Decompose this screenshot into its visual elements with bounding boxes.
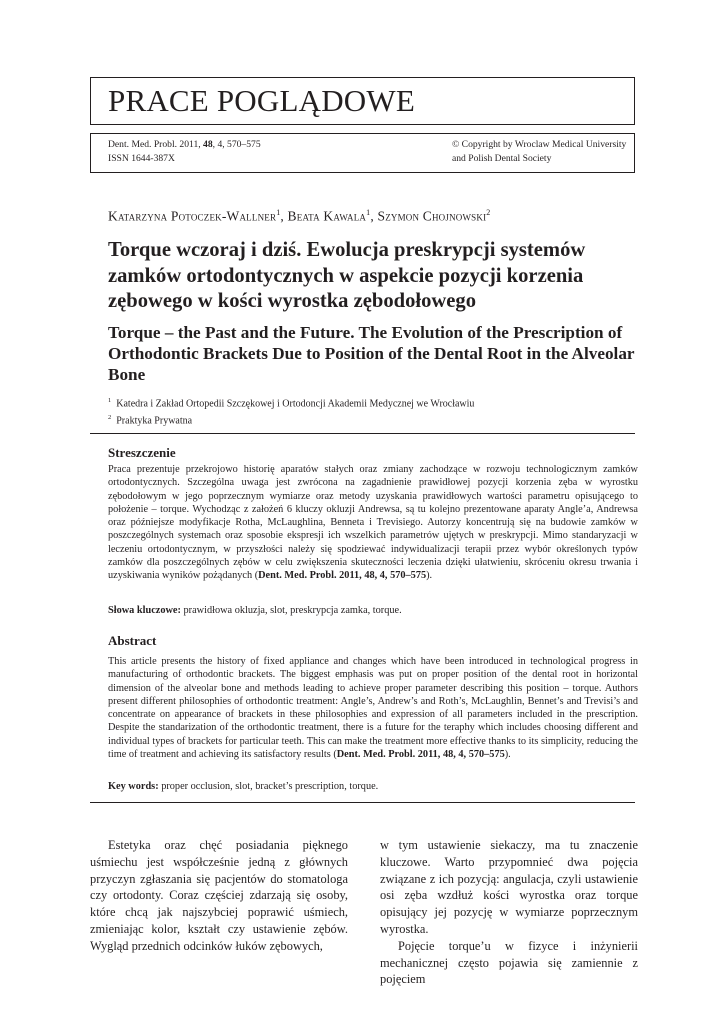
affiliation-sup: 1 xyxy=(108,397,112,404)
author-affil-sup: 1 xyxy=(276,208,281,217)
keywords-text: proper occlusion, slot, bracket’s prescription, torque. xyxy=(158,781,379,792)
citation-suffix: , 4, 570–575 xyxy=(212,139,261,150)
abstract-top-rule xyxy=(90,433,635,434)
copyright-info xyxy=(452,138,626,166)
keywords-label: Słowa kluczowe: xyxy=(108,605,181,616)
abstract-body xyxy=(108,655,638,761)
author-name: Szymon Chojnowski xyxy=(377,208,487,224)
author-list: Katarzyna Potoczek-Wallner$^1$, Beata Kawala$^1$, Szymon Chojnowski$^2$ xyxy=(108,208,491,224)
streszczenie-text-end: ). xyxy=(426,570,433,582)
affiliations xyxy=(108,394,474,428)
abstract-text: This article presents the history of fixed appliance and changes which have been introduced in technological progress in manufacturing of orthodontic brackets. The biggest emphasis was put on proper position of the dental root in horizontal dimension of the alveolar bone and methods leading to achieve proper parameter describing this position – torque. Authors present different philosophies of orthodontic treatment: Angle’s, Andrew’s and Roth’s, McLaughlin, Bennet’s and Trevisi’s and concentrate on appearance of brackets in these philosophies and expression of all parameters included in the prescription. Despite the standarization of the orthodontic treatment, there is a future for the teraphy which includes choosing different and individual types of brackets for particular teeth. This can make the treatment more effective thanks to its simplicity, reducing the time of treatment and achieving its satisfactory results ( xyxy=(108,656,638,761)
keywords-text: prawidłowa okluzja, slot, preskrypcja zamka, torque. xyxy=(180,605,402,616)
author-affil-sup: 1 xyxy=(366,208,371,217)
title-polish: Torque wczoraj i dziś. Ewolucja preskrypcji systemów zamków ortodontycznych w aspekcie pozycji korzenia zębowego w kości wyrostka zębodołowego xyxy=(108,239,586,312)
affiliation-sup: 2 xyxy=(108,413,112,421)
citation-volume: 48 xyxy=(203,139,213,150)
streszczenie-text: Praca prezentuje przekrojowo historię aparatów stałych oraz zmiany zachodzące w rozwoju technologicznym zamków ortodontycznych. Szczególna uwaga jest zwrócona na zagadnienie prawidłowej pozycji korzenia zęba w wyrostku zębodołowym w jego poprzecznym wymiarze oraz metody uzyskania prawidłowych wartości parametru opisującego to położenie – torque. Wychodząc z założeń 6 kluczy okluzji Andrewsa, są tu kolejno prezentowane aparaty Angle’a, Andrewsa oraz późniejsze modyfikacje Rotha, McLaughlina, Benneta i Trevisiego. Autorzy koncentrują się na budowie zamków w poszczególnych systemach oraz sposobie ekspresji ich wszelkich parametrów ujętych w preskrypcji. Mimo standaryzacji w leczeniu ortodontycznym, w przyszłości należy się spodziewać indywidualizacji terapii przez wybór określonych typów zamków dla poszczególnych zębów w celu zwiększenia skuteczności leczenia dzięki ułatwieniu, skróceniu okresu trwania i uzyskiwania wyników pożądanych ( xyxy=(108,464,638,582)
affiliation-item xyxy=(108,394,474,411)
keywords-label: Key words: xyxy=(108,781,159,792)
abstract-keywords xyxy=(108,780,378,793)
affiliation-text: Praktyka Prywatna xyxy=(116,415,193,427)
affiliation-text: Katedra i Zakład Ortopedii Szczękowej i Ortodoncji Akademii Medycznej we Wrocławiu xyxy=(116,398,475,410)
issn: ISSN 1644-387X xyxy=(108,153,175,164)
author-affil-sup: 2 xyxy=(486,208,491,217)
title-english: Torque – the Past and the Future. The Evolution of the Prescription of Orthodontic Brackets Due to Position of the Dental Root in the Alveolar Bone xyxy=(108,323,635,384)
copyright-line-1: © Copyright by Wroclaw Medical University xyxy=(452,139,627,150)
author-name: Katarzyna Potoczek-Wallner xyxy=(108,208,277,224)
author-name: Beata Kawala xyxy=(287,208,367,224)
streszczenie-citation: Dent. Med. Probl. 2011, 48, 4, 570–575 xyxy=(258,570,427,582)
citation-info xyxy=(108,138,261,166)
body-paragraph: w tym ustawienie siekaczy, ma tu znaczenie kluczowe. Warto przypomnieć dwa pojęcia związane z ich pozycją: angulacja, czyli ustawienie osi zęba wzdłuż kości wyrostka oraz torque opisujący jej pozycję w wymiarze poprzecznym wyrostka. xyxy=(380,838,638,936)
copyright-line-2: and Polish Dental Society xyxy=(452,153,552,164)
affiliation-item xyxy=(108,411,474,428)
body-right-column xyxy=(380,837,638,988)
abstract-text-end: ). xyxy=(504,749,511,761)
streszczenie-heading: Streszczenie xyxy=(108,445,176,460)
streszczenie-body xyxy=(108,463,638,583)
abstract-bottom-rule xyxy=(90,802,635,803)
abstract-heading: Abstract xyxy=(108,633,157,648)
citation-prefix: Dent. Med. Probl. 2011, xyxy=(108,139,204,150)
section-title: PRACE POGLĄDOWE xyxy=(108,83,415,118)
body-paragraph: Pojęcie torque’u w fizyce i inżynierii mechanicznej często pojawia się zamiennie z pojęciem xyxy=(380,938,638,987)
streszczenie-keywords xyxy=(108,604,402,617)
body-left-column: Estetyka oraz chęć posiadania pięknego uśmiechu jest współcześnie jedną z głównych przyczyn zgłaszania się pacjentów do stomatologa czy ortodonty. Coraz częściej zdarzają się osoby, które chcą jak najszybciej poprawić uśmiech, zmieniając kolor, kształt czy ustawienie zębów. Wygląd przednich odcinków łuków zębowych, xyxy=(90,838,348,953)
abstract-citation: Dent. Med. Probl. 2011, 48, 4, 570–575 xyxy=(336,749,505,761)
